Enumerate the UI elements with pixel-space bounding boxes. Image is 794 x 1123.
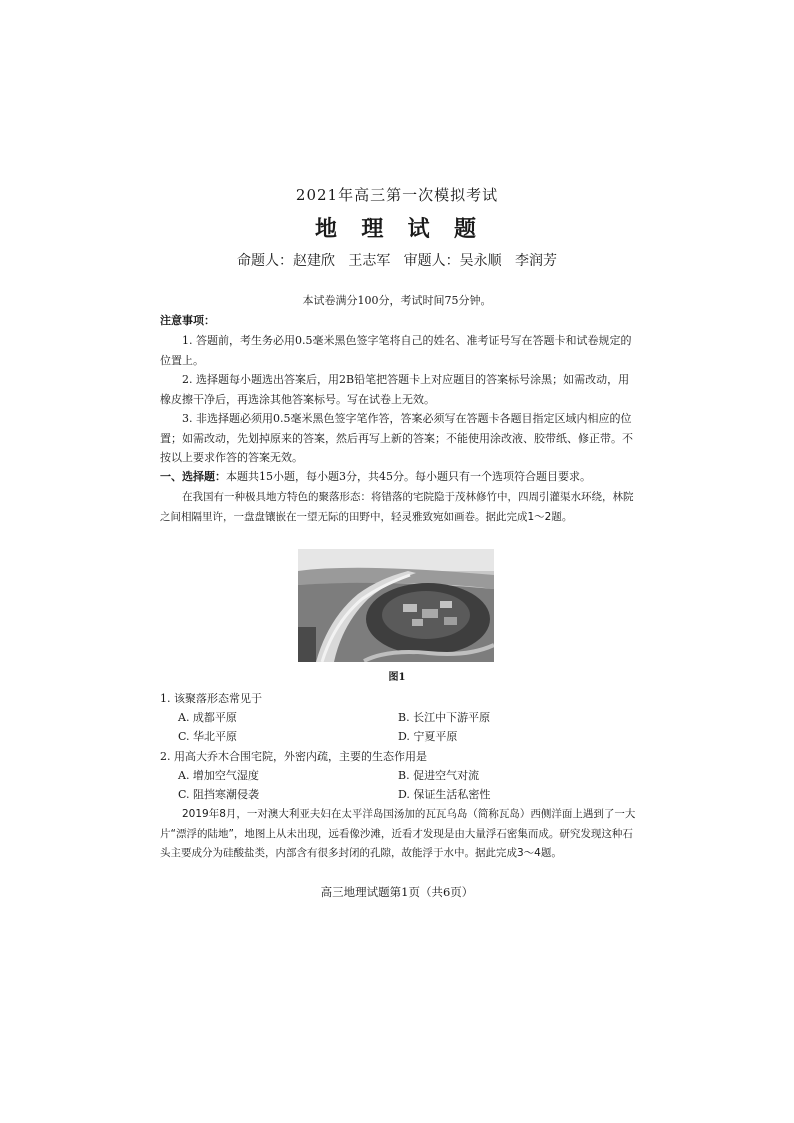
aerial-village-photo <box>298 549 494 662</box>
passage-2: 2019年8月，一对澳大利亚夫妇在太平洋岛国汤加的瓦瓦乌岛（简称瓦岛）西侧洋面上遇到了一大片“漂浮的陆地”，地图上从未出现，远看像沙滩，近看才发现是由大量浮石密集而成。研究发现这种石头主要成分为硅酸盐类，内部含有很多封闭的孔隙，故能浮于水中。据此完成3～4题。 <box>160 808 636 859</box>
question-2-option-a: A. 增加空气湿度 <box>178 769 259 782</box>
section-label: 一、选择题： <box>160 470 226 483</box>
figure-caption: 图1 <box>388 672 406 683</box>
subject-title: 地 理 试 题 <box>315 216 479 242</box>
page-footer: 高三地理试题第1页（共6页） <box>320 885 474 899</box>
section-heading <box>160 467 640 487</box>
question-2-stem: 2. 用高大乔木合围宅院，外密内疏，主要的生态作用是 <box>160 750 427 763</box>
notice-item-1: 1. 答题前，考生务必用0.5毫米黑色签字笔将自己的姓名、准考证号写在答题卡和试卷规定的位置上。 <box>160 334 632 367</box>
question-1-option-b: B. 长江中下游平原 <box>398 711 491 724</box>
question-1-option-a: A. 成都平原 <box>178 711 237 724</box>
question-1-option-d: D. 宁夏平原 <box>398 730 458 743</box>
question-2-option-c: C. 阻挡寒潮侵袭 <box>178 788 260 801</box>
question-1-option-c: C. 华北平原 <box>178 730 238 743</box>
section-text: 本题共15小题，每小题3分，共45分。每小题只有一个选项符合题目要求。 <box>226 470 591 483</box>
authors-line: 命题人：赵建欣 王志军 审题人：吴永顺 李润芳 <box>236 253 558 269</box>
notice-item-2: 2. 选择题每小题选出答案后，用2B铅笔把答题卡上对应题目的答案标号涂黑；如需改动，用橡皮擦干净后，再选涂其他答案标号。写在试卷上无效。 <box>160 373 630 406</box>
question-1-stem: 1. 该聚落形态常见于 <box>160 692 262 705</box>
notice-item-3: 3. 非选择题必须用0.5毫米黑色签字笔作答，答案必须写在答题卡各题目指定区域内相应的位置；如需改动，先划掉原来的答案，然后再写上新的答案；不能使用涂改液、胶带纸、修正带。不按以上要求作答的答案无效。 <box>160 412 633 464</box>
question-2-option-b: B. 促进空气对流 <box>398 769 480 782</box>
score-time-line: 本试卷满分100分，考试时间75分钟。 <box>302 294 492 307</box>
passage-1: 在我国有一种极具地方特色的聚落形态：将错落的宅院隐于茂林修竹中，四周引灌渠水环绕，林院之间相隔里许，一盘盘镶嵌在一望无际的田野中，轻灵雅致宛如画卷。据此完成1～2题。 <box>160 491 634 523</box>
notice-heading: 注意事项： <box>160 314 215 327</box>
question-2-option-d: D. 保证生活私密性 <box>398 788 491 801</box>
photo-illustration <box>298 549 494 662</box>
exam-title: 2021年高三第一次模拟考试 <box>295 186 499 204</box>
